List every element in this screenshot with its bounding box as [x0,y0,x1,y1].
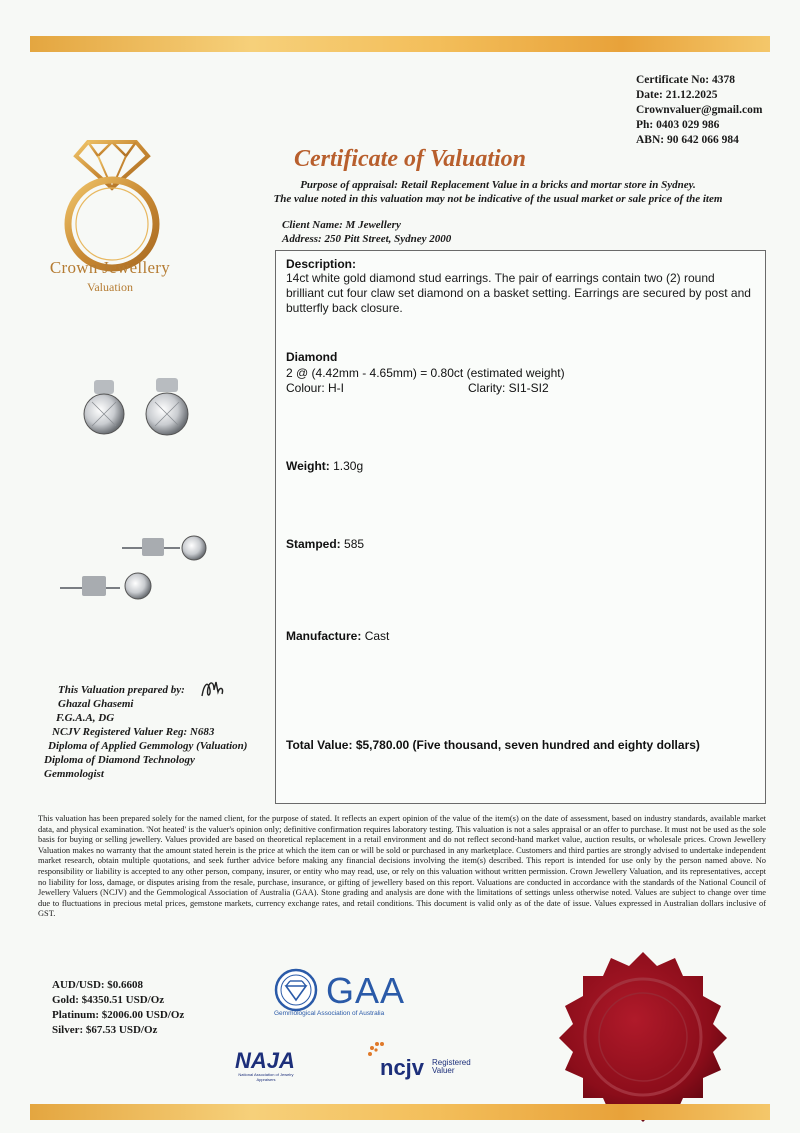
rate-aud-usd: AUD/USD: $0.6608 [52,979,144,991]
preparer-qualifications: F.G.A.A, DG [56,712,115,724]
rate-silver: Silver: $67.53 USD/Oz [52,1024,158,1036]
description-box [275,250,766,804]
market-rates [52,978,184,1038]
preparer-name: Ghazal Ghasemi [58,698,134,710]
ncjv-logo-text: ncjv [380,1055,425,1080]
total-value-row [286,738,700,753]
rate-platinum: Platinum: $2006.00 USD/Oz [52,1009,185,1021]
gaa-emblem-icon [272,968,322,1012]
client-details [282,218,451,246]
gaa-logo-text: GAA [326,970,406,1011]
purpose-line-2: The value noted in this valuation may not be indicative of the usual market or sale price of the item [273,193,723,205]
preparer-role: Gemmologist [44,768,104,780]
purpose-line-1: Purpose of appraisal: Retail Replacement Value in a bricks and mortar store in Sydney. [300,179,696,191]
gaa-logo-subtext: Gemmological Association of Australia [274,1010,385,1017]
earring-side-photo [60,532,220,604]
preparer-diploma-1: Diploma of Applied Gemmology (Valuation) [48,740,248,752]
ncjv-logo-subtext [432,1059,471,1075]
top-gold-bar [30,36,770,52]
disclaimer-text: This valuation has been prepared solely for the named client, for the purpose of stated. It reflects an expert opinion of the value of the item(s) on the date of assessment, based on industry standards, available market data, and physical examination. 'Not heated' is the valuer's opinion only; definitive confirmation requires laboratory testing. This valuation is not a sales appraisal or an offer to purchase. It must not be used as the sole basis for buying or selling jewellery. Values provided are based on theoretical replacement in a retail environment and do not reflect second-hand market value, auction results, or wholesale prices. Crown Jewellery Valuation makes no warranty that the amount stated herein is the price at which the item can or will be sold or purchased in any marketplace. Customers and third parties are strongly advised to undertake independent market research, obtain multiple quotations, and seek further advice before making any financial decisions involving the item(s) described. This report is intended for use only by the person named above. No responsibility or liability is accepted to any other person, company, insurer, or entity who may read, use, or rely on this valuation without written permission. Crown Jewellery Valuation, and its representatives, accept no liability for loss, damage, or disputes arising from the resale, purchase, insurance, or gifting of jewellery based on this report. Valuations are conducted in accordance with the standards of the National Council of Jewellery Valuers (NCJV) and the Gemmological Association of Australia (GAA). Stone grading and analysis are done with the limitations of settings unless otherwise noted. Values are subject to change over time due to fluctuations in precious metal prices, gemstone markets, currency exchange rates, and retail conditions. This document is valid only as of the date of issue. Values expressed in Australian dollars inclusive of GST. [38,814,766,919]
description-text: 14ct white gold diamond stud earrings. The pair of earrings contain two (2) round brilliant cut four claw set diamond on a basket setting. Earrings are secured by post and butterfly back closure. [286,271,751,315]
naja-logo-text: NAJA [235,1048,295,1073]
contact-email: Crownvaluer@gmail.com [636,104,763,116]
preparer-registration: NCJV Registered Valuer Reg: N683 [52,726,215,738]
manufacture-label: Manufacture: [286,629,362,643]
logo-brand-name: Crown Jewellery [49,258,171,277]
stamped-label: Stamped: [286,537,341,551]
weight-value: 1.30g [333,459,364,473]
stamped-value: 585 [344,537,365,551]
contact-phone: Ph: 0403 029 986 [636,119,720,131]
rate-gold: Gold: $4350.51 USD/Oz [52,994,165,1006]
signature-icon [198,676,228,702]
prepared-by-label: This Valuation prepared by: [58,684,185,696]
diamond-clarity: Clarity: SI1-SI2 [468,381,549,395]
certificate-info [636,73,762,148]
document-title: Certificate of Valuation [294,146,527,172]
logo-brand-sub: Valuation [87,280,133,294]
manufacture-value: Cast [364,629,390,643]
certificate-number: Certificate No: 4378 [636,74,735,86]
stamped-row [286,537,364,552]
earring-front-photo [72,372,202,452]
weight-row [286,459,363,474]
total-value-label: Total Value: [286,738,353,752]
certificate-date: Date: 21.12.2025 [636,89,718,101]
client-address: Address: 250 Pitt Street, Sydney 2000 [282,233,452,245]
bottom-gold-bar [30,1104,770,1120]
total-value-amount: $5,780.00 (Five thousand, seven hundred and eighty dollars) [355,738,700,752]
manufacture-row [286,629,389,644]
abn-number: ABN: 90 642 066 984 [636,134,739,146]
ncjv-registered: Registered [432,1058,471,1067]
purpose-of-appraisal [238,178,758,206]
naja-logo-subtext: National Association of Jewelry Appraisers [238,1072,294,1082]
client-name: Client Name: M Jewellery [282,219,401,231]
wax-seal-icon [553,946,733,1126]
diamond-colour: Colour: H-I [286,381,345,395]
ncjv-valuer: Valuer [432,1066,455,1075]
diamond-detail: 2 @ (4.42mm - 4.65mm) = 0.80ct (estimated weight) [286,366,565,380]
weight-label: Weight: [286,459,330,473]
description-label: Description: [286,257,357,271]
diamond-label: Diamond [286,350,338,364]
preparer-diploma-2: Diploma of Diamond Technology [44,754,195,766]
